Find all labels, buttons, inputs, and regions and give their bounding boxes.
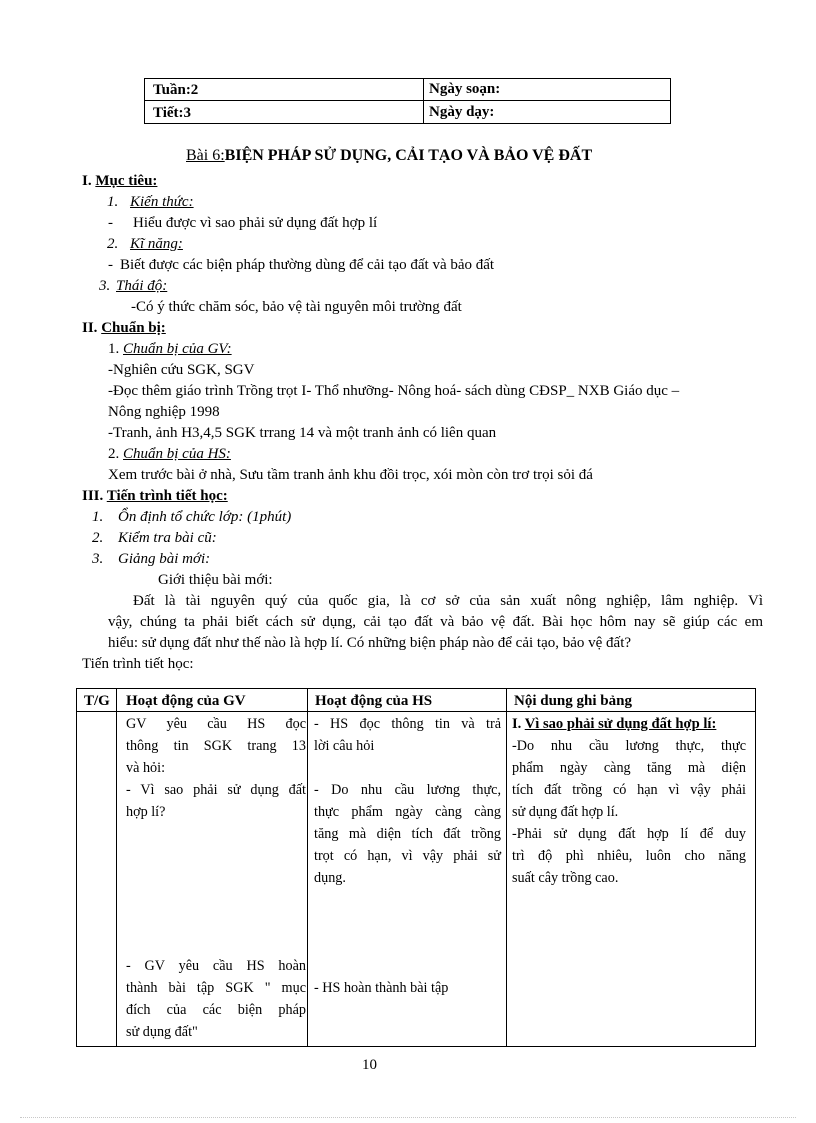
- gv-prep-num: 1.: [108, 341, 120, 357]
- table-header-board: Nội dung ghi bảng: [514, 693, 632, 709]
- board-heading: [512, 713, 746, 735]
- gv-line: thông tin SGK trang 13: [126, 738, 306, 754]
- step3-num: 3.: [92, 551, 104, 567]
- gv-line: - GV yêu cầu HS hoàn: [126, 958, 306, 974]
- header-table: [144, 78, 671, 124]
- hs-prep-num: 2.: [108, 446, 120, 462]
- gv-prep-label: Chuẩn bị của GV:: [123, 341, 232, 357]
- gv-prep-heading: [108, 339, 232, 359]
- table-column-divider: [116, 689, 117, 1046]
- period-label: Tiết:3: [153, 105, 192, 121]
- board-heading-text: Vì sao phải sử dụng đất hợp lí:: [524, 716, 717, 732]
- week-label: Tuần:2: [153, 82, 199, 98]
- objectives-heading-num: I.: [82, 173, 92, 189]
- table-column-divider: [307, 689, 308, 1046]
- attitude-label: Thái độ:: [116, 278, 168, 294]
- board-line: sử dụng đất hợp lí.: [512, 804, 619, 820]
- hs-line: dụng.: [314, 870, 346, 886]
- intro-paragraph-line: Đất là tài nguyên quý của quốc gia, là cơ sở của sản xuất nông nghiệp, lâm nghiệp. Vì: [133, 593, 763, 609]
- board-line: -Phải sử dụng đất hợp lí để duy: [512, 826, 746, 842]
- board-line: suất cây trồng cao.: [512, 870, 619, 886]
- table-header-hs: Hoạt động của HS: [315, 693, 433, 709]
- teach-date-label: Ngày dạy:: [429, 104, 495, 120]
- gv-prep-line: Nông nghiệp 1998: [108, 404, 220, 420]
- hs-line: - HS hoàn thành bài tập: [314, 980, 449, 996]
- hs-prep-label: Chuẩn bị của HS:: [123, 446, 231, 462]
- step1-num: 1.: [92, 509, 104, 525]
- knowledge-label: Kiến thức:: [130, 194, 194, 210]
- gv-line: sử dụng đất": [126, 1024, 198, 1040]
- header-divider: [423, 79, 424, 123]
- step1-text: Ổn định tổ chức lớp: (1phút): [118, 509, 292, 525]
- gv-line: thành bài tập SGK " mục: [126, 980, 306, 996]
- hs-line: - Do nhu cầu lương thực,: [314, 782, 501, 798]
- process-subheading: Tiến trình tiết học:: [82, 656, 194, 672]
- lesson-table: [76, 688, 756, 1047]
- skills-label: Kĩ năng:: [130, 236, 183, 252]
- gv-prep-line: -Đọc thêm giáo trình Trồng trọt I- Thổ nhưỡng- Nông hoá- sách dùng CĐSP_ NXB Giáo dục –: [108, 383, 680, 399]
- skills-num: 2.: [107, 236, 119, 252]
- table-header-divider: [77, 711, 755, 712]
- attitude-text: -Có ý thức chăm sóc, bảo vệ tài nguyên môi trường đất: [131, 299, 462, 315]
- intro-paragraph-line: hiểu: sử dụng đất như thế nào là hợp lí. Có những biện pháp nào để cải tạo, bảo vệ đất?: [108, 635, 632, 651]
- lesson-title-text: BIỆN PHÁP SỬ DỤNG, CẢI TẠO VÀ BẢO VỆ ĐẤT: [224, 147, 593, 164]
- lesson-title: [186, 146, 592, 166]
- board-line: phẩm ngày càng tăng mà diện: [512, 760, 746, 776]
- page-number: 10: [362, 1057, 377, 1073]
- board-content-cell: [512, 713, 746, 889]
- gv-activity-cell: [126, 713, 306, 1043]
- lesson-number: Bài 6:: [186, 147, 225, 164]
- objectives-heading: [82, 171, 157, 191]
- prep-date-label: Ngày soạn:: [429, 81, 501, 97]
- table-header-time: T/G: [84, 693, 110, 709]
- hs-prep-line: Xem trước bài ở nhà, Sưu tầm tranh ảnh khu đồi trọc, xói mòn còn trơ trọi sỏi đá: [108, 467, 593, 483]
- attitude-num: 3.: [99, 278, 111, 294]
- board-line: tích đất trồng có hạn vì vậy phải: [512, 782, 746, 798]
- hs-line: lời câu hỏi: [314, 738, 375, 754]
- process-heading-text: Tiến trình tiết học:: [106, 488, 228, 504]
- preparation-heading-num: II.: [82, 320, 98, 336]
- preparation-heading: [82, 318, 166, 338]
- board-heading-num: I.: [512, 716, 522, 732]
- knowledge-num: 1.: [107, 194, 119, 210]
- hs-line: tăng mà diện tích đất trồng: [314, 826, 501, 842]
- process-heading-num: III.: [82, 488, 104, 504]
- knowledge-dash: -: [108, 215, 113, 231]
- gv-prep-line: -Tranh, ảnh H3,4,5 SGK trrang 14 và một tranh ảnh có liên quan: [108, 425, 497, 441]
- skills-dash: -: [108, 257, 113, 273]
- skills-text: Biết được các biện pháp thường dùng để cải tạo đất và bảo đất: [120, 257, 495, 273]
- knowledge-text: Hiểu được vì sao phải sử dụng đất hợp lí: [133, 215, 378, 231]
- preparation-heading-text: Chuẩn bị:: [101, 320, 166, 336]
- intro-label: Giới thiệu bài mới:: [158, 572, 273, 588]
- gv-line: - Vì sao phải sử dụng đất: [126, 782, 306, 798]
- board-line: trì độ phì nhiêu, luôn cho năng: [512, 848, 746, 864]
- step3-text: Giảng bài mới:: [118, 551, 211, 567]
- page-bottom-border: [20, 1117, 796, 1118]
- gv-prep-line: -Nghiên cứu SGK, SGV: [108, 362, 255, 378]
- hs-line: thực phẩm ngày càng càng: [314, 804, 501, 820]
- step2-text: Kiểm tra bài cũ:: [118, 530, 217, 546]
- table-header-gv: Hoạt động của GV: [126, 693, 246, 709]
- gv-line: đích của các biện pháp: [126, 1002, 306, 1018]
- hs-activity-cell: [314, 713, 501, 999]
- hs-prep-heading: [108, 444, 231, 464]
- hs-line: trọt có hạn, vì vậy phải sử: [314, 848, 501, 864]
- gv-line: và hỏi:: [126, 760, 166, 776]
- board-line: -Do nhu cầu lương thực, thực: [512, 738, 746, 754]
- gv-line: hợp lí?: [126, 804, 166, 820]
- intro-paragraph-line: vậy, chúng ta phải biết cách sử dụng, cải tạo đất và bảo vệ đất. Bài học hôm nay sẽ giúp các em: [108, 614, 763, 630]
- objectives-heading-text: Mục tiêu:: [95, 173, 158, 189]
- step2-num: 2.: [92, 530, 104, 546]
- header-divider: [145, 100, 670, 101]
- table-column-divider: [506, 689, 507, 1046]
- gv-line: GV yêu cầu HS đọc: [126, 716, 306, 732]
- process-heading: [82, 486, 228, 506]
- hs-line: - HS đọc thông tin và trả: [314, 716, 501, 732]
